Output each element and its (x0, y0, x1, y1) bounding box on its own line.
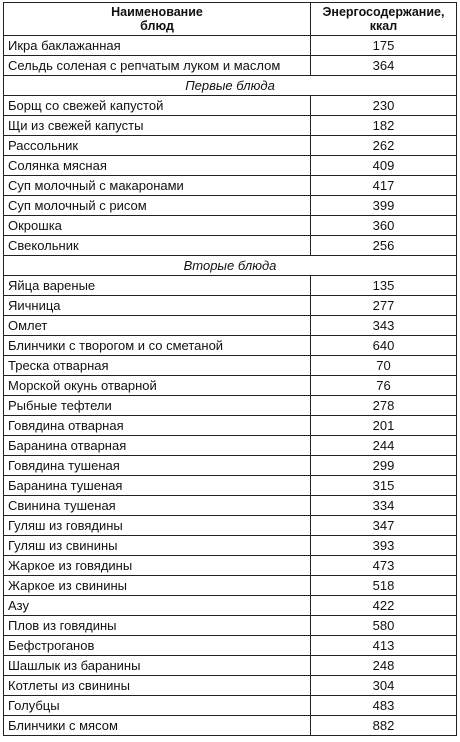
dish-name-cell: Треска отварная (4, 356, 311, 376)
energy-value-cell: 413 (311, 636, 457, 656)
energy-value-cell: 364 (311, 56, 457, 76)
dish-name-cell: Блинчики с творогом и со сметаной (4, 336, 311, 356)
energy-value-cell: 76 (311, 376, 457, 396)
dish-name-cell: Рыбные тефтели (4, 396, 311, 416)
energy-value-cell: 175 (311, 36, 457, 56)
header-dish-name-line2: блюд (140, 19, 174, 33)
energy-value-cell: 409 (311, 156, 457, 176)
header-dish-name (4, 3, 311, 36)
table-row (4, 156, 457, 176)
table-row (4, 696, 457, 716)
table-row (4, 416, 457, 436)
section-heading: Вторые блюда (4, 256, 457, 276)
dish-name-cell: Яичница (4, 296, 311, 316)
energy-value-cell: 304 (311, 676, 457, 696)
energy-value-cell: 640 (311, 336, 457, 356)
table-row (4, 96, 457, 116)
header-row (4, 3, 457, 36)
dish-name-cell: Суп молочный с макаронами (4, 176, 311, 196)
table-row (4, 656, 457, 676)
dish-name-cell: Шашлык из баранины (4, 656, 311, 676)
dish-name-cell: Бефстроганов (4, 636, 311, 656)
dish-name-cell: Говядина отварная (4, 416, 311, 436)
table-row (4, 376, 457, 396)
table-row (4, 676, 457, 696)
dish-name-cell: Блинчики с мясом (4, 716, 311, 736)
energy-value-cell: 417 (311, 176, 457, 196)
table-row (4, 276, 457, 296)
dish-name-cell: Свинина тушеная (4, 496, 311, 516)
energy-value-cell: 334 (311, 496, 457, 516)
dish-name-cell: Котлеты из свинины (4, 676, 311, 696)
dish-name-cell: Окрошка (4, 216, 311, 236)
dish-name-cell: Азу (4, 596, 311, 616)
header-energy (311, 3, 457, 36)
header-energy-line2: ккал (369, 19, 398, 33)
dish-name-cell: Свекольник (4, 236, 311, 256)
table-row (4, 616, 457, 636)
table-row (4, 556, 457, 576)
energy-value-cell: 256 (311, 236, 457, 256)
energy-value-cell: 518 (311, 576, 457, 596)
energy-value-cell: 70 (311, 356, 457, 376)
header-energy-line1: Энергосодержание, (322, 5, 445, 19)
table-row (4, 356, 457, 376)
table-row (4, 236, 457, 256)
dish-name-cell: Жаркое из говядины (4, 556, 311, 576)
table-row (4, 396, 457, 416)
energy-value-cell: 473 (311, 556, 457, 576)
dish-name-cell: Баранина отварная (4, 436, 311, 456)
table-row (4, 476, 457, 496)
energy-table (3, 2, 457, 736)
table-row (4, 136, 457, 156)
energy-value-cell: 277 (311, 296, 457, 316)
table-row (4, 496, 457, 516)
table-row (4, 196, 457, 216)
dish-name-cell: Гуляш из говядины (4, 516, 311, 536)
table-row (4, 516, 457, 536)
table-row (4, 336, 457, 356)
section-row (4, 76, 457, 96)
table-row (4, 56, 457, 76)
table-row (4, 436, 457, 456)
energy-value-cell: 182 (311, 116, 457, 136)
table-header (4, 3, 457, 36)
dish-name-cell: Морской окунь отварной (4, 376, 311, 396)
energy-value-cell: 230 (311, 96, 457, 116)
table-row (4, 296, 457, 316)
energy-value-cell: 315 (311, 476, 457, 496)
dish-name-cell: Голубцы (4, 696, 311, 716)
section-row (4, 256, 457, 276)
dish-name-cell: Щи из свежей капусты (4, 116, 311, 136)
dish-name-cell: Омлет (4, 316, 311, 336)
dish-name-cell: Сельдь соленая с репчатым луком и маслом (4, 56, 311, 76)
energy-value-cell: 347 (311, 516, 457, 536)
energy-value-cell: 399 (311, 196, 457, 216)
table-row (4, 36, 457, 56)
energy-value-cell: 580 (311, 616, 457, 636)
dish-name-cell: Яйца вареные (4, 276, 311, 296)
energy-value-cell: 483 (311, 696, 457, 716)
energy-value-cell: 135 (311, 276, 457, 296)
dish-name-cell: Рассольник (4, 136, 311, 156)
table-row (4, 176, 457, 196)
document-page (3, 2, 456, 736)
table-row (4, 636, 457, 656)
dish-name-cell: Гуляш из свинины (4, 536, 311, 556)
header-dish-name-line1: Наименование (111, 5, 203, 19)
dish-name-cell: Суп молочный с рисом (4, 196, 311, 216)
energy-value-cell: 278 (311, 396, 457, 416)
table-row (4, 536, 457, 556)
dish-name-cell: Борщ со свежей капустой (4, 96, 311, 116)
energy-value-cell: 343 (311, 316, 457, 336)
energy-value-cell: 299 (311, 456, 457, 476)
energy-value-cell: 393 (311, 536, 457, 556)
energy-value-cell: 248 (311, 656, 457, 676)
table-body (4, 36, 457, 736)
table-row (4, 596, 457, 616)
table-row (4, 116, 457, 136)
dish-name-cell: Баранина тушеная (4, 476, 311, 496)
energy-value-cell: 244 (311, 436, 457, 456)
dish-name-cell: Жаркое из свинины (4, 576, 311, 596)
table-row (4, 456, 457, 476)
table-row (4, 316, 457, 336)
dish-name-cell: Говядина тушеная (4, 456, 311, 476)
dish-name-cell: Икра баклажанная (4, 36, 311, 56)
energy-value-cell: 422 (311, 596, 457, 616)
table-row (4, 216, 457, 236)
table-row (4, 716, 457, 736)
dish-name-cell: Плов из говядины (4, 616, 311, 636)
energy-value-cell: 360 (311, 216, 457, 236)
energy-value-cell: 262 (311, 136, 457, 156)
energy-value-cell: 201 (311, 416, 457, 436)
energy-value-cell: 882 (311, 716, 457, 736)
section-heading: Первые блюда (4, 76, 457, 96)
dish-name-cell: Солянка мясная (4, 156, 311, 176)
table-row (4, 576, 457, 596)
